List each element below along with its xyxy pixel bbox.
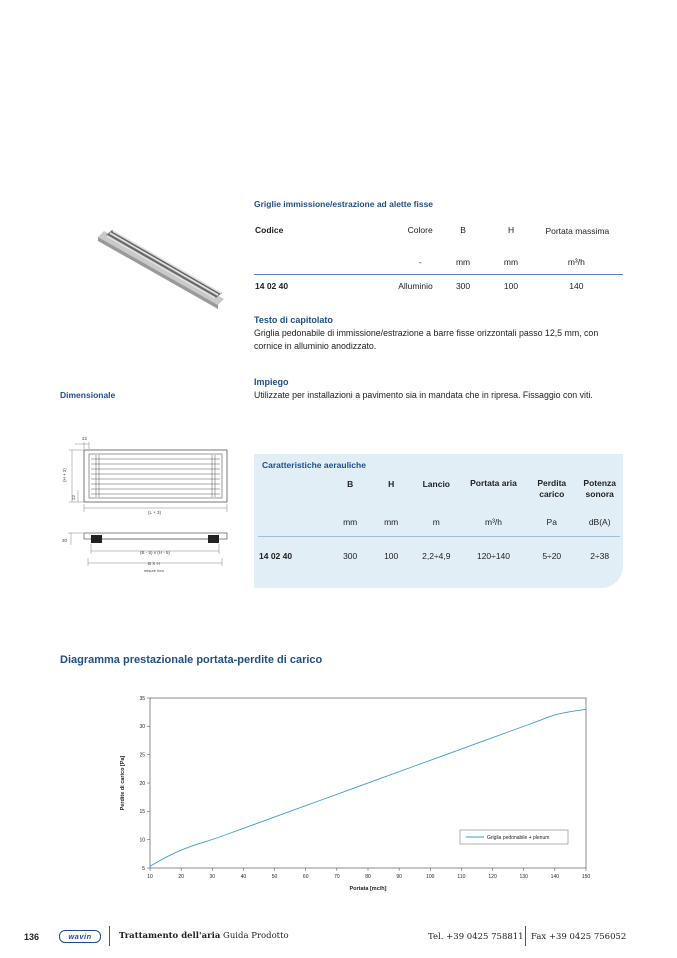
chart-legend: [460, 830, 568, 844]
aeraulic-row: [258, 537, 620, 576]
product-table-units: [254, 250, 623, 275]
col-codice: Codice: [255, 225, 284, 235]
dim-bxh-label: B X H: [148, 561, 160, 566]
x-tick-label: 80: [365, 874, 371, 880]
footer-section-bold: Trattamento dell'aria: [119, 931, 221, 941]
aeraulic-header: [258, 478, 620, 508]
y-tick-label: 15: [139, 809, 145, 816]
row-colore: Alluminio: [398, 281, 433, 291]
chart-xlabel: Portata [mc/h]: [349, 886, 387, 892]
x-tick-label: 60: [302, 874, 309, 880]
dimensional-drawing: [60, 432, 235, 577]
aeraulic-units: [258, 508, 620, 537]
product-table-row: [254, 275, 623, 298]
grille-product-image: [92, 225, 232, 310]
x-tick-label: 40: [240, 874, 247, 880]
dim-inner-label: (B - 5) x (H - 5): [140, 550, 170, 555]
x-tick-label: 130: [519, 874, 528, 880]
row-h: 100: [503, 281, 519, 291]
product-title: Griglie immissione/estrazione ad alette fisse: [254, 199, 434, 209]
aeraulic-title: Caratteristiche aerauliche: [262, 460, 366, 470]
x-tick-label: 20: [178, 874, 184, 880]
unit-portata: m³/h: [567, 257, 585, 267]
aer-row-lancio: 2,2÷4,9: [422, 551, 451, 561]
x-tick-label: 50: [271, 874, 278, 880]
aer-unit-lancio: m: [432, 517, 440, 527]
footer-section-light: Guida Prodotto: [223, 931, 289, 941]
aeraulic-table: [258, 478, 620, 575]
x-tick-label: 150: [581, 874, 591, 880]
aer-unit-portata: m³/h: [484, 517, 502, 527]
wavin-logo-text: wavin: [68, 932, 92, 941]
wavin-logo: [59, 930, 101, 943]
x-tick-label: 110: [457, 874, 466, 880]
aer-col-h: H: [388, 479, 395, 489]
y-tick-label: 20: [139, 780, 145, 787]
row-codice: 14 02 40: [255, 281, 289, 291]
x-tick-label: 30: [209, 874, 216, 880]
chart-ylabel: Perdite di carico [Pa]: [120, 755, 126, 811]
footer-divider: [109, 926, 110, 946]
aer-col-perdita: Perdita carico: [537, 478, 567, 499]
impiego-text: Utilizzate per installazioni a pavimento sia in mandata che in ripresa. Fissaggio con viti.: [254, 390, 593, 400]
x-tick-label: 90: [396, 874, 402, 880]
col-h: H: [507, 225, 515, 235]
aer-col-b: B: [347, 479, 354, 489]
aer-row-b: 300: [343, 551, 358, 561]
x-tick-label: 140: [550, 874, 560, 880]
y-tick-label: 5: [142, 865, 145, 872]
row-portata: 140: [569, 281, 584, 291]
y-tick-label: 25: [139, 752, 145, 759]
col-colore: Colore: [407, 225, 433, 235]
diagram-title: Diagramma prestazionale portata-perdite di carico: [60, 654, 323, 666]
performance-chart: [110, 690, 610, 900]
unit-colore: -: [418, 257, 422, 267]
y-tick-label: 10: [139, 837, 145, 844]
aer-row-portata: 120÷140: [476, 551, 510, 561]
unit-b: mm: [455, 257, 471, 267]
dim-top-label: 22: [82, 436, 88, 441]
x-tick-label: 120: [488, 874, 497, 880]
y-tick-label: 30: [139, 724, 145, 731]
dim-left-small-label: 22: [71, 494, 76, 500]
page-number: 136: [24, 932, 40, 942]
aer-row-potenza: 2÷38: [590, 551, 610, 561]
col-b: B: [460, 225, 466, 235]
row-b: 300: [455, 281, 471, 291]
dim-left-label: (H + 3): [62, 468, 67, 482]
aer-unit-perdita: Pa: [546, 517, 557, 527]
col-portata: Portata massima: [545, 226, 610, 236]
unit-h: mm: [503, 257, 519, 267]
x-tick-label: 10: [147, 874, 153, 880]
aer-row-codice: 14 02 40: [259, 551, 293, 561]
product-table: [254, 223, 623, 297]
footer-tel: Tel. +39 0425 758811: [428, 932, 524, 942]
aer-unit-potenza: dB(A): [588, 517, 611, 527]
capitolato-text: Griglia pedonabile di immissione/estrazione a barre fisse orizzontali passo 12,5 mm, con cornice in alluminio anodizzato.: [254, 328, 599, 351]
x-tick-label: 70: [334, 874, 340, 880]
x-tick-label: 100: [426, 874, 435, 880]
dim-bottom-label: (L + 3): [148, 510, 161, 515]
aer-unit-b: mm: [343, 517, 358, 527]
aer-col-portata: Portata aria: [470, 478, 517, 488]
aer-col-potenza: Potenza sonora: [583, 478, 616, 499]
capitolato-title: Testo di capitolato: [254, 315, 333, 325]
dimensionale-label: Dimensionale: [60, 390, 116, 400]
impiego-title: Impiego: [254, 377, 289, 387]
footer-section: [119, 931, 289, 941]
dim-note-label: misure foro: [144, 568, 165, 573]
legend-label: Griglia pedonabile + plenum: [487, 835, 550, 841]
product-table-header: [254, 223, 623, 250]
footer-divider-2: [525, 926, 526, 946]
footer-fax: Fax +39 0425 756052: [531, 932, 627, 942]
aer-unit-h: mm: [384, 517, 399, 527]
aer-row-h: 100: [384, 551, 399, 561]
aer-row-perdita: 5÷20: [542, 551, 562, 561]
y-tick-label: 35: [139, 695, 145, 702]
dim-side-label: 30: [62, 538, 68, 543]
aer-col-lancio: Lancio: [422, 479, 451, 489]
